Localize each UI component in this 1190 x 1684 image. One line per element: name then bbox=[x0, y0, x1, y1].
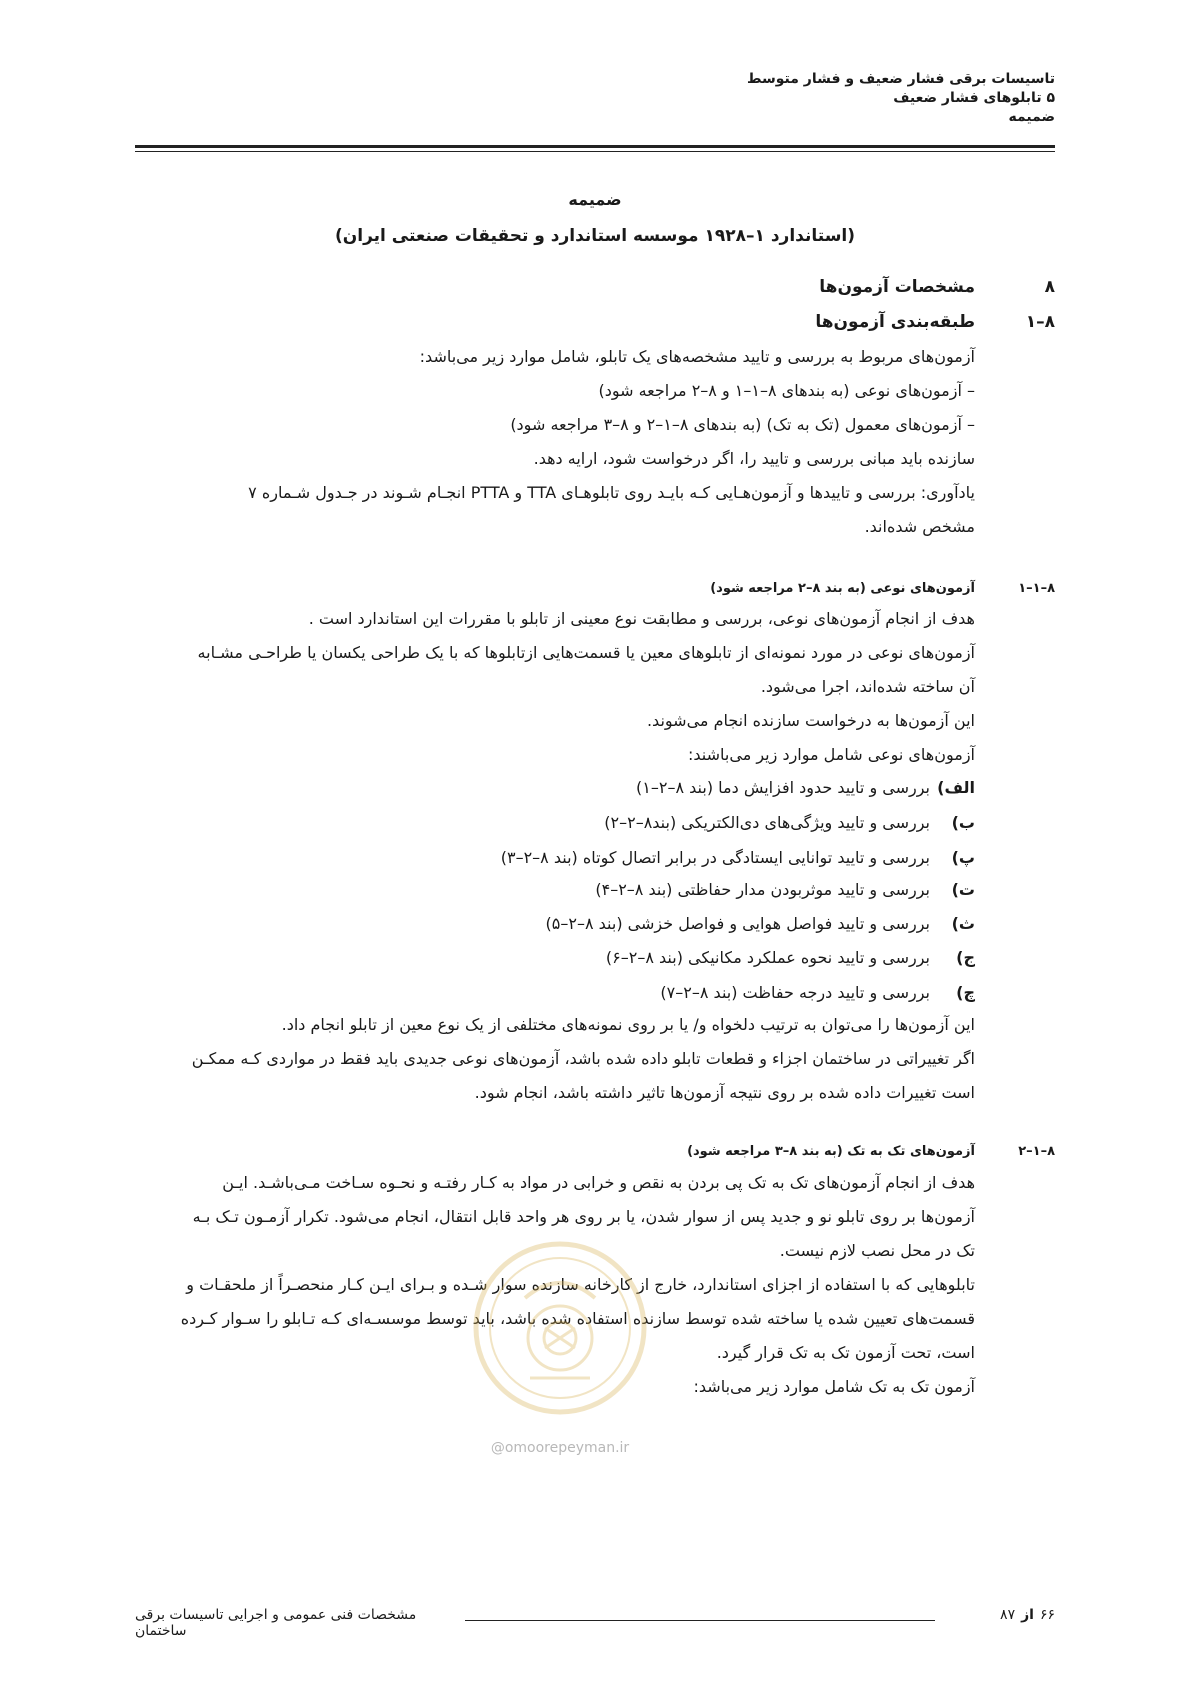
footer-document-title: مشخصات فنی عمومی و اجرایی تاسیسات برقی ساختمان bbox=[135, 1607, 417, 1639]
list-item-text: بررسی و تایید حدود افزایش دما (بند ۸–۲–۱) bbox=[636, 778, 930, 797]
list-item-label: ب) bbox=[951, 813, 975, 832]
list-item bbox=[546, 914, 975, 933]
paragraph-line: اگر تغییراتی در ساختمان اجزاء و قطعات تابلو داده شده باشد، آزمون‌های نوعی جدیدی باید فقط در مواردی کـه ممکـن bbox=[191, 1049, 975, 1068]
paragraph-line: آزمون‌ها بر روی تابلو نو و جدید پس از سوار شدن، یا بر روی هر واحد قابل انتقال، انجام می‌شود. تکرار آزمـون تـک بـه bbox=[192, 1207, 975, 1226]
list-line: – آزمون‌های معمول (تک به تک) (به بندهای ۸–۱–۲ و ۸–۳ مراجعه شود) bbox=[510, 415, 975, 434]
list-item bbox=[595, 880, 975, 899]
paragraph-line: هدف از انجام آزمون‌های تک به تک پی بردن به نقص و خرابی در مواد به کـار رفتـه و نحـوه سـاخت مـی‌باشـد. ایـن bbox=[222, 1173, 975, 1192]
section-8-1-1-heading bbox=[710, 581, 1055, 596]
section-8-1-2-heading bbox=[687, 1144, 1055, 1159]
header-rule-thick bbox=[135, 145, 1055, 148]
section-title: طبقه‌بندی آزمون‌ها bbox=[815, 312, 975, 332]
section-title: آزمون‌های تک به تک (به بند ۸–۳ مراجعه شود) bbox=[687, 1144, 975, 1159]
section-title: مشخصات آزمون‌ها bbox=[819, 277, 975, 297]
section-8-1-heading bbox=[815, 312, 1055, 332]
list-line: – آزمون‌های نوعی (به بندهای ۸–۱–۱ و ۸–۲ مراجعه شود) bbox=[598, 381, 975, 400]
running-header bbox=[747, 70, 1055, 127]
page-title: ضمیمه bbox=[568, 190, 622, 209]
page-number bbox=[1000, 1607, 1055, 1623]
list-item-label: الف) bbox=[937, 778, 975, 797]
list-item-label: چ) bbox=[956, 983, 975, 1002]
paragraph-line: سازنده باید مبانی بررسی و تایید را، اگر درخواست شود، ارایه دهد. bbox=[533, 449, 975, 468]
header-line-2: ۵ تابلوهای فشار ضعیف bbox=[893, 90, 1055, 106]
section-8-1-1-intro bbox=[140, 602, 975, 772]
paragraph-line: این آزمون‌ها به درخواست سازنده انجام می‌شوند. bbox=[646, 711, 975, 730]
list-item-label: ث) bbox=[951, 914, 975, 933]
paragraph-line: تابلوهایی که با استفاده از اجزای استاندارد، خارج از کارخانه سازنده سوار شـده و بـرای ایـن کـار منحصـراً از ملحقـات و bbox=[186, 1275, 975, 1294]
header-rule-thin bbox=[135, 151, 1055, 152]
footer-rule bbox=[465, 1620, 935, 1621]
list-item-label: ج) bbox=[956, 948, 975, 967]
list-item-label: پ) bbox=[951, 848, 975, 867]
list-item-text: بررسی و تایید ویژگی‌های دی‌الکتریکی (بند۸–۲–۲) bbox=[604, 813, 930, 832]
list-item bbox=[501, 848, 975, 867]
watermark-text: @omoorepeyman.ir bbox=[490, 1440, 630, 1456]
watermark-seal-icon bbox=[470, 1238, 650, 1418]
paragraph-line: است، تحت آزمون تک به تک قرار گیرد. bbox=[716, 1343, 975, 1362]
list-item-text: بررسی و تایید نحوه عملکرد مکانیکی (بند ۸–۲–۶) bbox=[605, 948, 930, 967]
header-line-3: ضمیمه bbox=[1008, 109, 1055, 125]
list-item-label: ت) bbox=[951, 880, 975, 899]
section-number: ۸–۱ bbox=[1025, 312, 1055, 332]
page-current: ۶۶ bbox=[1039, 1607, 1055, 1623]
list-item-text: بررسی و تایید فواصل هوایی و فواصل خزشی (بند ۸–۲–۵) bbox=[545, 914, 930, 933]
section-8-heading bbox=[819, 277, 1055, 297]
page-subtitle: (استاندارد ۱–۱۹۲۸ موسسه استاندارد و تحقیقات صنعتی ایران) bbox=[334, 226, 856, 246]
section-number: ۸–۱–۱ bbox=[1018, 581, 1055, 596]
paragraph-line: این آزمون‌ها را می‌توان به ترتیب دلخواه و/ یا بر روی نمونه‌های مختلفی از یک نوع معین از تابلو انجام داد. bbox=[281, 1015, 975, 1034]
note-line: یادآوری: بررسی و تاییدها و آزمون‌هـایی کـه بایـد روی تابلوهـای TTA و PTTA انجـام شـوند در جـدول شـماره ۷ bbox=[248, 483, 975, 502]
paragraph-line: آزمون‌های نوعی در مورد نمونه‌ای از تابلوهای معین یا قسمت‌هایی ازتابلوها که با یک طراحی یکسان یا طراحـی مشـابه bbox=[197, 643, 975, 662]
paragraph-line: هدف از انجام آزمون‌های نوعی، بررسی و مطابقت نوع معینی از تابلو با مقررات این استاندارد است . bbox=[308, 609, 975, 628]
paragraph-line: تک در محل نصب لازم نیست. bbox=[779, 1241, 975, 1260]
paragraph-line: آزمون تک به تک شامل موارد زیر می‌باشد: bbox=[693, 1377, 975, 1396]
note-line: مشخص شده‌اند. bbox=[864, 517, 975, 536]
page-of: از bbox=[1021, 1607, 1034, 1623]
list-item bbox=[606, 948, 975, 967]
list-item bbox=[660, 983, 975, 1002]
paragraph-line: قسمت‌های تعیین شده یا ساخته شده توسط سازنده استفاده شده باشد، باید توسط موسسـه‌ای کـه تـابلو را سـوار کـرده bbox=[180, 1309, 975, 1328]
section-number: ۸ bbox=[1044, 277, 1055, 297]
list-item bbox=[604, 813, 975, 832]
paragraph-line: است تغییرات داده شده بر روی نتیجه آزمون‌ها تاثیر داشته باشد، انجام شود. bbox=[474, 1083, 975, 1102]
page-total: ۸۷ bbox=[1000, 1607, 1016, 1623]
list-item bbox=[636, 778, 975, 797]
list-item-text: بررسی و تایید درجه حفاظت (بند ۸–۲–۷) bbox=[660, 983, 930, 1002]
section-number: ۸–۱–۲ bbox=[1018, 1144, 1055, 1159]
paragraph-line: آن ساخته شده‌اند، اجرا می‌شود. bbox=[760, 677, 975, 696]
list-item-text: بررسی و تایید موثربودن مدار حفاظتی (بند ۸–۲–۴) bbox=[595, 880, 930, 899]
section-title: آزمون‌های نوعی (به بند ۸–۲ مراجعه شود) bbox=[710, 581, 975, 596]
section-8-1-body bbox=[140, 340, 975, 544]
section-8-1-1-closing bbox=[140, 1008, 975, 1110]
paragraph-line: آزمون‌های مربوط به بررسی و تایید مشخصه‌های یک تابلو، شامل موارد زیر می‌باشد: bbox=[419, 347, 975, 366]
paragraph-line: آزمون‌های نوعی شامل موارد زیر می‌باشند: bbox=[688, 745, 975, 764]
header-line-1: تاسیسات برقی فشار ضعیف و فشار متوسط bbox=[746, 71, 1055, 87]
list-item-text: بررسی و تایید توانایی ایستادگی در برابر اتصال کوتاه (بند ۸–۲–۳) bbox=[500, 848, 930, 867]
